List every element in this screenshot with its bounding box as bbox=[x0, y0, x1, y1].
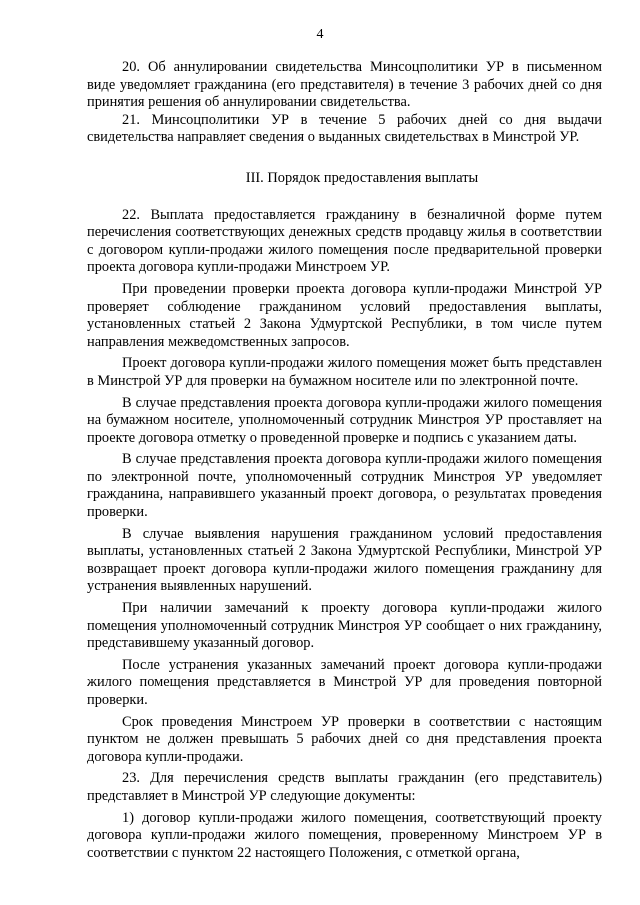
paragraph-22-recheck: После устранения указанных замечаний проект договора купли-продажи жилого помещения представляется в Минстрой УР для проведения повторной проверки. bbox=[87, 656, 602, 708]
section-heading: III. Порядок предоставления выплаты bbox=[245, 169, 479, 186]
paragraph-23-item-1: 1) договор купли-продажи жилого помещения, соответствующий проекту договора купли-продажи жилого помещения, проверенному Минстроем УР в соответствии с пунктом 22 настоящего Положения, с отметкой органа, bbox=[87, 809, 602, 861]
document-body bbox=[87, 59, 602, 862]
page-number: 4 bbox=[316, 27, 324, 42]
paragraph-22-violation: В случае выявления нарушения гражданином условий предоставления выплаты, установленных статьей 2 Закона Удмуртской Республики, Минстрой УР возвращает проект договора купли-продажи жилого помещения гражданину для устранения выявленных нарушений. bbox=[87, 525, 602, 595]
paragraph-22-submission: Проект договора купли-продажи жилого помещения может быть представлен в Минстрой УР для проверки на бумажном носителе или по электронной почте. bbox=[87, 355, 602, 389]
paragraph-21: 21. Минсоцполитики УР в течение 5 рабочих дней со дня выдачи свидетельства направляет сведения о выданных свидетельствах в Минстрой УР. bbox=[87, 111, 602, 146]
paragraph-22-remarks: При наличии замечаний к проекту договора купли-продажи жилого помещения уполномоченный сотрудник Минстроя УР сообщает о них гражданину, представившему указанный договор. bbox=[87, 600, 602, 652]
paragraph-22-email: В случае представления проекта договора купли-продажи жилого помещения по электронной почте, уполномоченный сотрудник Минстроя УР уведомляет гражданина, направившего указанный проект договора, о результатах проведения проверки. bbox=[87, 451, 602, 521]
paragraph-22-paper: В случае представления проекта договора купли-продажи жилого помещения на бумажном носителе, уполномоченный сотрудник Минстроя УР проставляет на проекте договора отметку о проведенной проверке и подпись с указанием даты. bbox=[87, 394, 602, 446]
paragraph-22: 22. Выплата предоставляется гражданину в безналичной форме путем перечисления соответствующих денежных средств продавцу жилья в соответствии с договором купли-продажи жилого помещения после предварительной проверки проекта договора купли-продажи Минстроем УР. bbox=[87, 206, 602, 276]
paragraph-22-check: При проведении проверки проекта договора купли-продажи Минстрой УР проверяет соблюдение гражданином условий предоставления выплаты, установленных статьей 2 Закона Удмуртской Республики, в том числе путем направления межведомственных запросов. bbox=[87, 280, 602, 350]
paragraph-22-term: Срок проведения Минстроем УР проверки в соответствии с настоящим пунктом не должен превышать 5 рабочих дней со дня представления проекта договора купли-продажи. bbox=[87, 713, 602, 765]
paragraph-20: 20. Об аннулировании свидетельства Минсоцполитики УР в письменном виде уведомляет гражданина (его представителя) в течение 3 рабочих дней со дня принятия решения об аннулировании свидетельства. bbox=[87, 59, 602, 111]
paragraph-23: 23. Для перечисления средств выплаты гражданин (его представитель) представляет в Минстрой УР следующие документы: bbox=[87, 770, 602, 804]
